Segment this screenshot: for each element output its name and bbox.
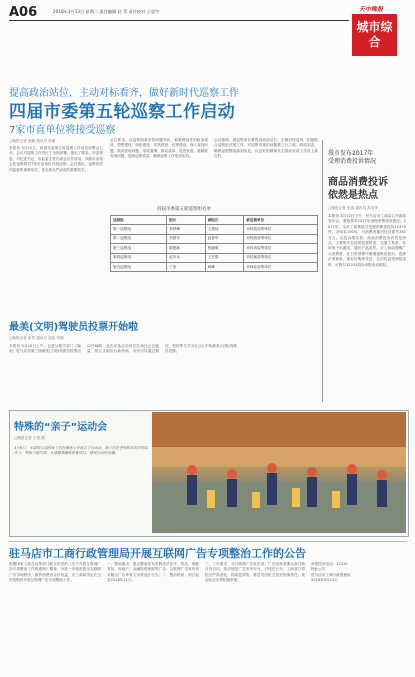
roster-cell: 市档案局等单位	[244, 253, 318, 262]
notice-col4: 举报投诉电话：12315 特此公告 驻马店市工商行政管理局 2018年3月13日	[311, 562, 351, 583]
roster-cell: 第一巡察组	[111, 225, 167, 234]
lead-headline: 四届市委第五轮巡察工作启动	[9, 102, 236, 122]
roster-table	[110, 215, 318, 272]
roster-caption: 四届市委第五轮巡察组名单	[157, 207, 211, 212]
roster-cell: 王建伟	[205, 225, 244, 234]
roster-row	[111, 262, 318, 271]
roster-row	[111, 244, 318, 253]
roster-cell: 副组长	[205, 216, 244, 225]
roster-cell: 组长	[167, 216, 206, 225]
roster-cell: 巡察组	[111, 216, 167, 225]
notice-rule	[9, 541, 407, 542]
side-headline: 商品消费投诉 依然是热点	[328, 177, 388, 201]
feature-caption: 3月9日，市某幼儿园的孩子们在操场上开展亲子运动会，孩子们在老师和家长们的陪伴下，参加了踩气球、夹球跑等趣味体育项目，感受运动的乐趣。	[14, 446, 148, 456]
roster-cell: 丁奎	[167, 262, 206, 271]
section-label: 城市综合	[356, 20, 393, 49]
roster-cell: 赵春华	[205, 234, 244, 243]
side-kicker: 我市发布2017年 受理消费投诉情况	[328, 150, 377, 165]
lead-subhead: 7家市直单位将接受巡察	[9, 125, 116, 136]
roster-row	[111, 234, 318, 243]
roster-cell: 刘国安	[167, 234, 206, 243]
roster-cell: 市科技局等单位	[244, 225, 318, 234]
roster-cell: 第三巡察组	[111, 244, 167, 253]
header-rule	[9, 20, 349, 21]
roster-cell: 孟庆兵	[167, 253, 206, 262]
page-number: A06	[9, 5, 38, 20]
roster-cell: 被巡察单位	[244, 216, 318, 225]
roster-cell: 杨峰	[205, 262, 244, 271]
roster-cell: 市民政局等单位	[244, 234, 318, 243]
roster-cell: 市林业局等单位	[244, 262, 318, 271]
feature-photo	[152, 412, 406, 533]
side-body: 本报讯 3月12日下午，驻马店市工商局召开新闻发布会，通报我市2017年受理消费投诉情况。2017年，全市工商系统共受理消费者投诉12370件，办结率100%，为消费者挽回经济损失261万元。从投诉情况看，商品消费投诉仍然是热点，主要集中在房屋及建材类、交通工具类、家用电子电器类、通讯产品类等。市工商局提醒广大消费者，在日常消费中要增强维权意识，选择正规商家，保存好购物凭证，合法权益受到侵害时，可拨打12315投诉举报电话维权。	[328, 214, 406, 267]
roster-cell: 市体育局等单位	[244, 244, 318, 253]
roster-cell: 陈建新	[167, 244, 206, 253]
roster-cell: 第四巡察组	[111, 253, 167, 262]
roster-cell: 王宏强	[205, 253, 244, 262]
roster-row	[111, 253, 318, 262]
paper-logo: 天中晚报	[359, 6, 384, 13]
roster-cell: 李铁峰	[167, 225, 206, 234]
roster-cell: 第五巡察组	[111, 262, 167, 271]
roster-cell: 张晓明	[205, 244, 244, 253]
notice-col3: 三、工作要求：各互联网广告发布者、广告经营者要认真开展自查自纠，依法规范广告发布行为。对违法行为，工商部门将依法严肃查处，构成犯罪的，移送司法机关追究刑事责任。欢迎社会各界积极举报。	[205, 562, 305, 583]
notice-col1: 根据国家工商总局等部门联合印发的《关于开展互联网广告专项整治工作的通知》精神，为进一步规范我市互联网广告市场秩序，维护消费者合法权益，市工商局决定在全市范围内开展互联网广告专项整治工作。	[9, 562, 101, 583]
section-badge	[352, 14, 397, 56]
vote-body: 本报讯 3月10日上午，记者从相关部门了解到，驻马店市第三届最美(文明)驾驶员投票活动开始啦。此次评选活动旨在弘扬社会正能量，树立文明出行新风尚，市民可以通过微信、短信等方式为自己心中的最美(文明)驾驶员投票。	[9, 344, 237, 354]
lead-kicker: 提高政治站位，主动对标看齐，做好新时代巡察工作	[9, 88, 239, 99]
roster-cell: 第二巡察组	[111, 234, 167, 243]
issue-meta: 2018年3月13日 星期二 责任编辑 赵 青 责任校对 王思宇	[53, 9, 160, 14]
lead-body-col3: 会议强调，被巡察单位要提高政治站位，正确对待巡察，积极配合巡察组开展工作，对巡察发现的问题要立行立改、真改实改，确保巡察整改落到实处，以良好的精神状态推动各项工作再上新台阶。	[214, 138, 318, 159]
vote-byline: □晚报记者 张景 通讯员 赵振 刘斌	[9, 336, 64, 340]
feature-byline: □晚报记者 王曼 摄	[14, 436, 45, 440]
roster-row	[111, 225, 318, 234]
notice-col2: 一、整治重点：重点整治发布虚假违法医疗、药品、保健食品、房地产、金融投资理财等广告；互联网广告发布者未履行广告审查义务等违法行为。二、整治时间：即日起至2018年11月。	[107, 562, 199, 583]
roster-header-row	[111, 216, 318, 225]
column-divider	[322, 140, 323, 402]
playground-photo-illustration	[152, 412, 406, 533]
notice-headline: 驻马店市工商行政管理局开展互联网广告专项整治工作的公告	[9, 547, 306, 560]
feature-headline: 特殊的“亲子”运动会	[14, 422, 108, 433]
lead-byline: □晚报记者 张鹏 通讯员 刘丽	[9, 139, 56, 143]
lead-body-col2: 会议要求，各巡察组要坚持问题导向，紧紧围绕党的政治建设、思想建设、组织建设、作风建设、纪律建设，深入查找问题，做到发现问题、形成震慑、推动改革、促进发展。要精准发现问题，提高巡察质量，确保巡察工作取得实效。	[110, 138, 208, 159]
vote-headline: 最美(文明)驾驶员投票开始啦	[9, 322, 139, 333]
side-byline: □晚报记者 张丽 通讯员 高彦华	[328, 206, 378, 210]
lead-body-col1: 本报讯 3月12日，四届市委第五轮巡察工作动员部署会召开。会议对巡察工作进行了全面部署，提出了要求。市委常委、市纪委书记、市监委主任出席会议并讲话。四届市委第五轮巡察将对7家市直单位开展巡察。会议指出，巡察是党内监督的重要形式，是全面从严治党的重要抓手。	[9, 146, 103, 172]
